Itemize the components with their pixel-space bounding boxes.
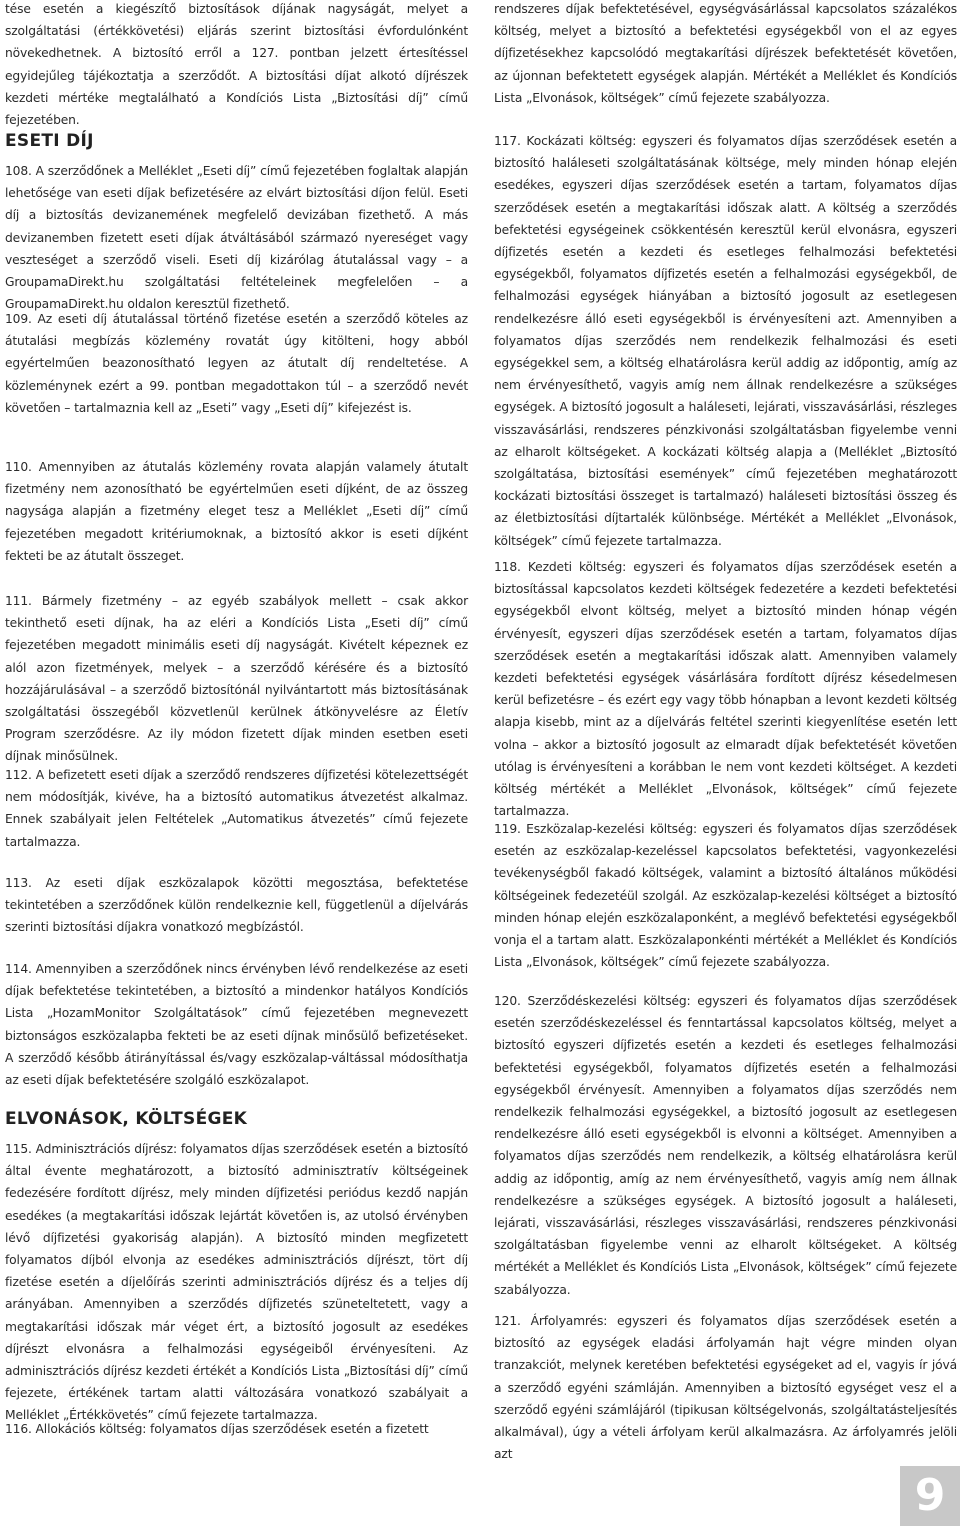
- paragraph-121-lead: 121. Árfolyamrés: egyszeri és folyamatos díjas szerződések esetén: [494, 1314, 940, 1328]
- section-heading-eseti-dij: ESETI DÍJ: [5, 131, 94, 151]
- paragraph-118-body: a biztosítással kapcsolatos kezdeti költségek fedezetére a kezdeti befektetési egységekből elvont költség, melyet a biztosító minden hónap végén érvényesít, egyszeri díjas szerződések esetén a tartam, folyamatos díjas szerződések esetén a megtakarítási időszak alatt. Amennyiben valamely kezdeti befektetési egységek vásárlására fordított díjrész késedelmesen kerül befizetésre – és ezért egy vagy több hónapban a levont kezdeti költség alapja kisebb, mint az a díjelvárás feltétel szerinti kiegyenlítése esetén lett volna – akkor a biztosító jogosult az elmaradt díjak befektetését követően utólag is érvényesíteni a korábban le nem vont kezdeti költséget. A kezdeti költség mértékét a Melléklet „Elvonások, költségek” című fejezete tartalmazza.: [494, 560, 957, 819]
- section-heading-elvonasok: ELVONÁSOK, KÖLTSÉGEK: [5, 1109, 248, 1129]
- paragraph-120-lead: 120. Szerződéskezelési költség: egyszeri és folyamatos díjas szerződések esetén: [494, 994, 957, 1031]
- paragraph-117-body: a biztosító haláleseti szolgáltatásának költsége, mely minden hónap elején esedékes, egyszeri díjas szerződések esetén a tartam, folyamatos díjas szerződések esetén a megtakarítási időszak alatt. A költség a szerződés befektetési egységeinek csökkentésén keresztül kerül elvonásra, egyszeri díjfizetés esetén a kezdeti és esetleges felhalmozási befektetési egységekből, folyamatos díjfizetés esetén a felhalmozási egységekből, de felhalmozási egységek hiányában a biztosító jogosult az esetlegesen rendelkezésre álló eseti egységekből is érvényesíteni azt. Amennyiben a folyamatos díjas szerződés nem rendelkezik felhalmozási és eseti egységekkel sem, a költség elhatárolásra kerül addig az időpontig, amíg az nem érvényesíthető, vagyis amíg nem állnak rendelkezésre a szükséges egységek. A biztosító jogosult a haláleseti, lejárati, visszavásárlási, részleges visszavásárlási, rendszeres pénzkivonási szolgáltatásban figyelembe venni az elharolt költségeket. A kockázati költség alapja a (Melléklet „Biztosító szolgáltatása, biztosítási események” című fejezetében meghatározott kockázati biztosítási összeget is tartalmazó) haláleseti biztosítási összeg és az életbiztosítási díjtartalék különbsége. Mértékét a Melléklet „Elvonások, költségek” című fejezete tartalmazza.: [494, 134, 958, 548]
- paragraph-120: [494, 990, 957, 1301]
- paragraph-119: [494, 818, 957, 973]
- paragraph-118: [494, 556, 957, 822]
- paragraph-116-body: a fizetett: [371, 1422, 429, 1436]
- paragraph-115: [5, 1138, 468, 1427]
- paragraph-108: 108. A szerződőnek a Melléklet „Eseti díj” című fejezetében foglaltak alapján lehetősége van eseti díjak befizetésére az elvárt biztosítási díjon felül. Eseti díj a biztosítás devizanemének megfelelő devizában fizethető. A más devizanemben fizetett eseti díjak átváltásából származó nyereséget vagy veszteséget a szerződő viseli. Eseti díj kizárólag átutalással vagy – a GroupamaDirekt.hu szolgáltatási feltételeinek megfelelően – a GroupamaDirekt.hu oldalon keresztül fizethető.: [5, 164, 468, 312]
- paragraph-111: 111. Bármely fizetmény – az egyéb szabályok mellett – csak akkor tekinthető eseti díjnak, ha az eléri a Kondíciós Lista „Eseti díj” című fejezetében megadott minimális eseti díj nagyságát. Kivételt képeznek ez alól azon fizetmények, melyek – a szerződő kérésére és a biztosító hozzájárulásával – a szerződő biztosítónál nyilvántartott más biztosításának szolgáltatási összegéből közvetlenül kerülnek átkönyvelésre az Életív Program szerződésre. Az ily módon fizetett díjak minden esetben eseti díjnak minősülnek.: [5, 594, 468, 764]
- paragraph-121-body: a biztosító az egységek eladási árfolyamán hajt végre minden olyan tranzakciót, melynek keretében befektetési egységeket ad el, vagyis ír jóvá a szerződő egyéni számláján. Amennyiben a biztosító egységet vesz el a szerződő egyéni számlájáról (tipikusan költségelvonás, szolgáltatásteljesítés alkalmával), úgy a vételi árfolyam kerül alkalmazásra. Az árfolyamrés jelöli azt: [494, 1314, 957, 1462]
- paragraph-119-lead: 119. Eszközalap-kezelési költség: egyszeri és folyamatos díjas szerződések esetén: [494, 822, 957, 859]
- paragraph-115-lead: 115. Adminisztrációs díjrész: folyamatos díjas szerződések esetén: [5, 1142, 403, 1156]
- page-number-box: 9: [900, 1466, 960, 1526]
- left-intro-paragraph: tése esetén a kiegészítő biztosítások díjának nagyságát, melyet a szolgáltatási (értékkövetési) eljárás szerint biztosítási évfordulónként növekedhetnek. A biztosító erről a 127. pontban jelzett értesítéssel egyidejűleg tájékoztatja a szerződőt. A biztosítási díjat alkotó díjrészek kezdeti mértéke megtalálható a Kondíciós Lista „Biztosítási díj” című fejezetében.: [5, 2, 468, 128]
- right-intro-paragraph: rendszeres díjak befektetésével, egységvásárlással kapcsolatos százalékos költség, melyet a biztosító a befektetési egységekből von el az egyes díjfizetésekhez kapcsolódó megtakarítási díjrészek befektetését követően, az újonnan befektetett egységek alapján. Mértékét a Melléklet és Kondíciós Lista „Elvonások, költségek” című fejezete szabályozza.: [494, 2, 957, 105]
- paragraph-120-body: szerződéskezeléssel és fenntartással kapcsolatos költség, melyet a biztosító egyszeri díjfizetés esetén a kezdeti és esetleges felhalmozási befektetési egységekből, folyamatos díjfizetés esetén a felhalmozási egységekből érvényesít. Amennyiben a folyamatos díjas szerződés nem rendelkezik felhalmozási egységekkel, a biztosító jogosult az esetlegesen rendelkezésre álló eseti egységekből is elvonni a költséget. Amennyiben a folyamatos díjas szerződés nem rendelkezik, a költség elhatárolásra kerül addig az időpontig, amíg az nem érvényesíthető, vagyis amíg nem állnak rendelkezésre a szükséges egységek. A biztosító jogosult a haláleseti, lejárati, visszavásárlási, részleges visszavásárlási, rendszeres pénzkivonási szolgáltatásban figyelembe venni az elharolt költségeket. A költség mértékét a Melléklet és Kondíciós Lista „Elvonások, költségek” című fejezete szabályozza.: [494, 1016, 957, 1297]
- paragraph-121: [494, 1310, 957, 1465]
- paragraph-109: 109. Az eseti díj átutalással történő fizetése esetén a szerződő köteles az átutalási megbízás közlemény rovatát úgy kitölteni, hogy abból egyértelműen beazonosítható legyen az átutalt díj rendeltetése. A közleménynek ezért a 99. pontban megadottakon túl – a szerződő nevét követően – tartalmaznia kell az „Eseti” vagy „Eseti díj” kifejezést is.: [5, 312, 468, 415]
- paragraph-113: 113. Az eseti díjak eszközalapok közötti megosztása, befektetése tekintetében a szerződőnek külön rendelkeznie kell, függetlenül a díjelvárás szerinti biztosítási díjakra vonatkozó megbízástól.: [5, 876, 468, 935]
- paragraph-118-lead: 118. Kezdeti költség: egyszeri és folyamatos díjas szerződések esetén: [494, 560, 943, 574]
- paragraph-117-lead: 117. Kockázati költség: egyszeri és folyamatos díjas szerződések esetén: [494, 134, 944, 148]
- paragraph-116: [5, 1418, 468, 1440]
- paragraph-114: 114. Amennyiben a szerződőnek nincs érvényben lévő rendelkezése az eseti díjak befektetése tekintetében, a biztosító a mindenkor hatályos Kondíciós Lista „HozamMonitor Szolgáltatások” című fejezetében megnevezett biztonságos eszközalapba fekteti be az eseti díjnak minősülő befizetéseket. A szerződő később átirányítással és/vagy eszközalap-váltással módosíthatja az eseti díjak befektetésére szolgáló eszközalapot.: [5, 962, 468, 1088]
- paragraph-112: 112. A befizetett eseti díjak a szerződő rendszeres díjfizetési kötelezettségét nem módosítják, kivéve, ha a biztosító automatikus átvezetést alkalmaz. Ennek szabályait jelen Feltételek „Automatikus átvezetés” című fejezete tartalmazza.: [5, 768, 468, 849]
- paragraph-117: [494, 130, 957, 552]
- paragraph-110: 110. Amennyiben az átutalás közlemény rovata alapján valamely átutalt fizetmény nem azonosítható be egyértelműen eseti díjként, de az összeg nagysága alapján a fizetmény eleget tesz a Melléklet „Eseti díj” című fejezetében megadott kritériumoknak, a biztosító akkor is eseti díjként fekteti be az átutalt összeget.: [5, 460, 468, 563]
- paragraph-119-body: az eszközalap-kezeléssel kapcsolatos befektetési, vagyonkezelési tevékenységből fakadó költségek, valamint a biztosító általános működési költségeinek fedezetéül szolgál. Az eszközalap-kezelési költséget a biztosító minden hónap elején eszközalaponként, a meglévő befektetési egységekből vonja el a tartam alatt. Eszközalaponkénti mértékét a Melléklet és Kondíciós Lista „Elvonások, költségek” című fejezete szabályozza.: [494, 844, 957, 970]
- paragraph-115-body: a biztosító által évente meghatározott, a biztosító adminisztratív költségeinek fedezésére fordított díjrész, mely minden díjfizetési periódus kezdő napján esedékes (a megtakarítási időszak lejártát követően is, az utolsó érvényben lévő díjfizetési gyakoriság alapján). A biztosító minden megfizetett folyamatos díjból elvonja az esedékes adminisztrációs díjrészt, tört díj fizetése esetén a díjelőírás szerinti adminisztrációs díjrész és a teljes díj arányában. Amennyiben a szerződés díjfizetés szüneteltetett, vagy a megtakarítási időszak már véget ért, a biztosító jogosult az esedékes díjrészt elvonásra a felhalmozási egységeiből érvényesíteni. Az adminisztrációs díjrész kezdeti értékét a Kondíciós Lista „Biztosítási díj” című fejezete, értékének tartam alatti változására vonatkozó szabályait a Melléklet „Értékkövetés” című fejezete tartalmazza.: [5, 1142, 468, 1423]
- paragraph-116-lead: 116. Allokációs költség: folyamatos díjas szerződések esetén: [5, 1422, 372, 1436]
